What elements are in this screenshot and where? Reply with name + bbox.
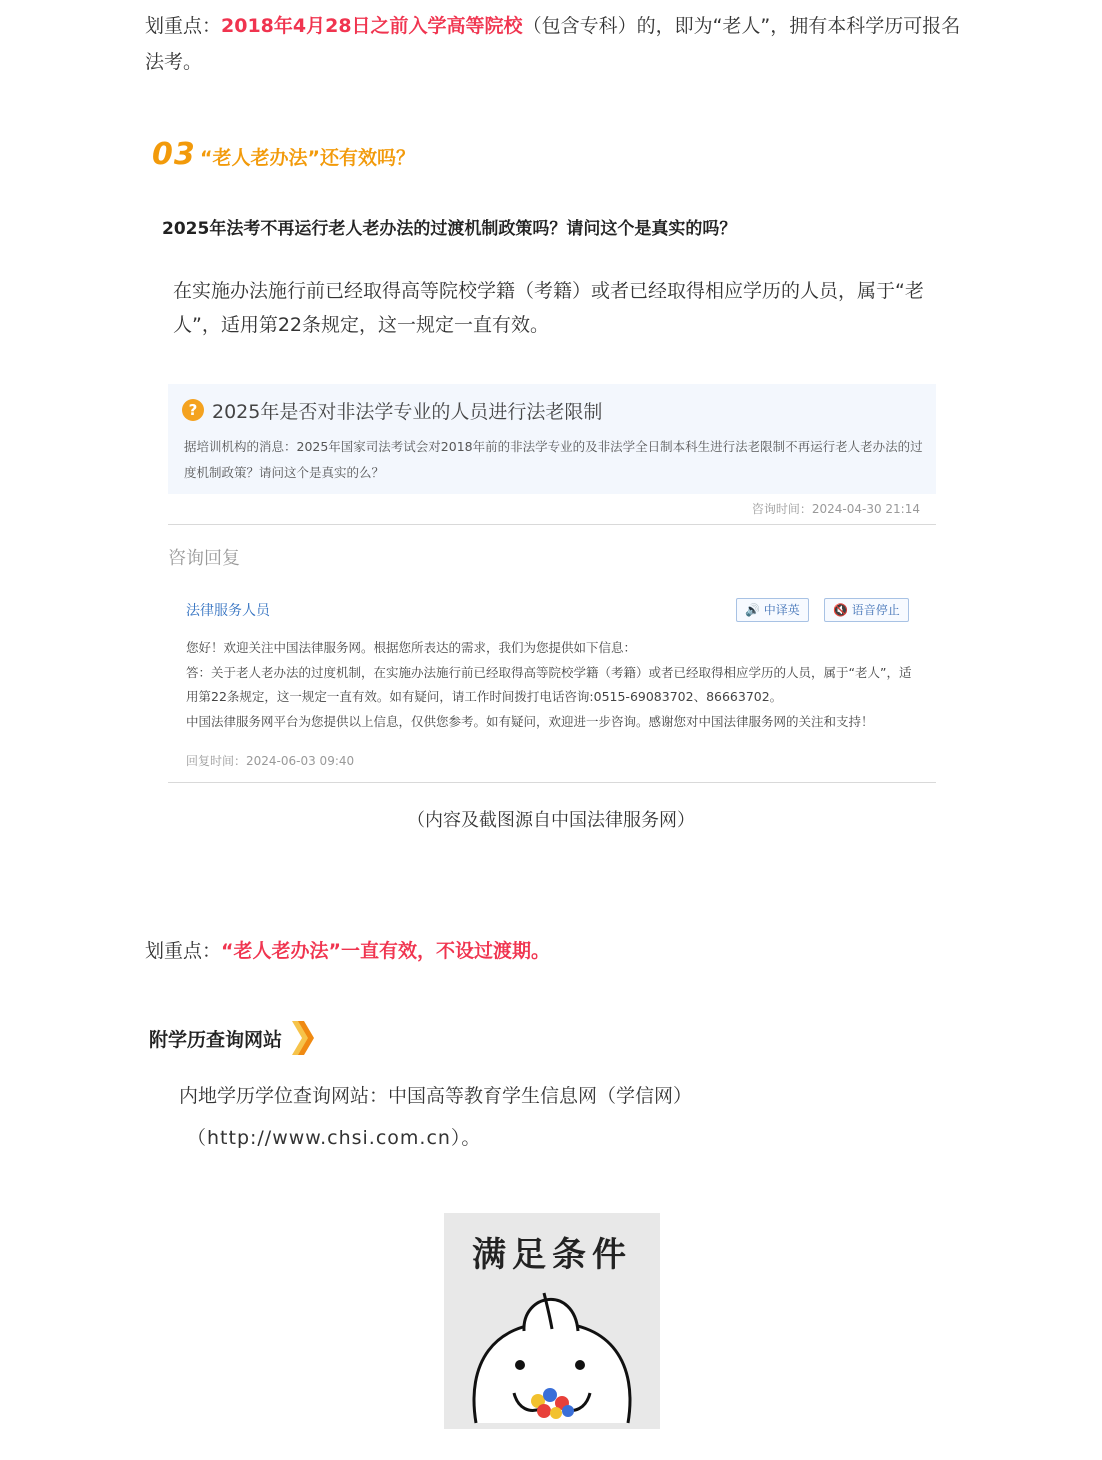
question-mark-icon: ? [182, 399, 204, 421]
reference-line: 内地学历学位查询网站：中国高等教育学生信息网（学信网） [179, 1085, 693, 1107]
divider [168, 782, 936, 783]
intro-highlight: 2018年4月28日之前入学高等院校 [221, 15, 523, 37]
stop-audio-button[interactable]: 🔇 语音停止 [824, 598, 909, 622]
keypoint-highlight: “老人老办法”一直有效，不设过渡期。 [221, 940, 550, 962]
translate-button[interactable]: 🔊 中译英 [736, 598, 809, 622]
sticker-image [444, 1213, 660, 1429]
image-caption: （内容及截图源自中国法律服务网） [407, 810, 695, 831]
section-number: 03 [152, 137, 196, 172]
section-title: “老人老办法”还有效吗？ [200, 147, 415, 169]
question-heading: 2025年法考不再运行老人老办法的过渡机制政策吗？请问这个是真实的吗？ [162, 219, 737, 239]
intro-paragraph [145, 8, 965, 80]
intro-prefix: 划重点： [145, 15, 222, 37]
reply-line: 用第22条规定，这一规定一直有效。如有疑问，请工作时间拨打电话咨询:0515-69083702、86663702。 [186, 689, 783, 704]
screenshot-title: 2025年是否对非法学专业的人员进行法老限制 [212, 401, 603, 423]
reply-heading: 咨询回复 [168, 548, 240, 569]
screenshot-description: 据培训机构的消息：2025年国家司法考试会对2018年前的非法学专业的及非法学全日制本科生进行法老限制不再运行老人老办法的过度机制政策？请问这个是真实的么？ [184, 439, 923, 480]
reply-body [186, 636, 926, 734]
reply-line: 中国法律服务网平台为您提供以上信息，仅供您参考。如有疑问，欢迎进一步咨询。感谢您对中国法律服务网的关注和支持！ [186, 713, 874, 729]
mascot-icon [444, 1213, 660, 1429]
answer-paragraph: 在实施办法施行前已经取得高等院校学籍（考籍）或者已经取得相应学历的人员，属于“老人”，适用第22条规定，这一规定一直有效。 [173, 280, 924, 336]
double-chevron-icon [292, 1019, 316, 1061]
reference-url[interactable]: （http://www.chsi.com.cn）。 [187, 1127, 482, 1149]
keypoint-paragraph [145, 936, 550, 963]
reply-time: 回复时间：2024-06-03 09:40 [186, 754, 355, 768]
keypoint-prefix: 划重点： [145, 940, 222, 962]
question-box [168, 384, 936, 494]
intro-rest: （包含专科）的，即为“老人”，拥有本科学历可报名法考。 [145, 15, 961, 73]
reply-line: 答：关于老人老办法的过度机制，在实施办法施行前已经取得高等院校学籍（考籍）或者已经取得相应学历的人员，属于“老人”，适 [186, 664, 912, 680]
sticker-text: 满足条件 [472, 1235, 632, 1275]
responder-name: 法律服务人员 [186, 603, 270, 619]
reply-line: 您好！欢迎关注中国法律服务网。根据您所表达的需求，我们为您提供如下信息： [186, 640, 637, 655]
embedded-screenshot [168, 384, 936, 784]
reference-title: 附学历查询网站 [149, 1029, 283, 1051]
divider [168, 524, 936, 525]
ask-time: 咨询时间：2024-04-30 21:14 [751, 502, 920, 516]
